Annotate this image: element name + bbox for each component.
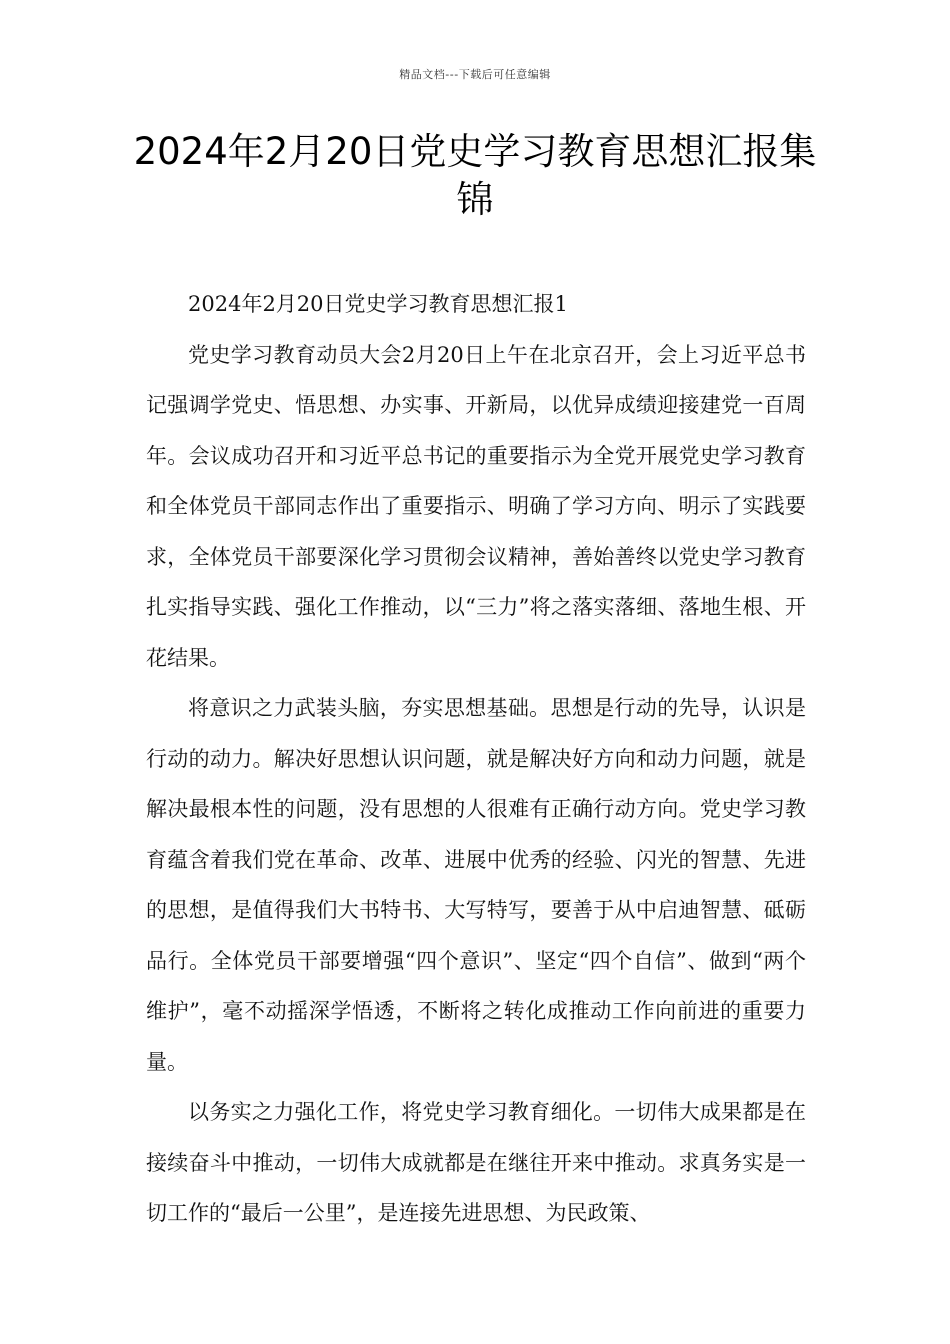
document-title: 2024年2月20日党史学习教育思想汇报集锦 (133, 130, 817, 221)
paragraph-2: 将意识之力武装头脑，夯实思想基础。思想是行动的先导，认识是行动的动力。解决好思想认识问题，就是解决好方向和动力问题，就是解决最根本性的问题，没有思想的人很难有正确行动方向。党史学习教育蕴含着我们党在革命、改革、进展中优秀的经验、闪光的智慧、先进的思想，是值得我们大书特书、大写特写，要善于从中启迪智慧、砥砺品行。全体党员干部要增强“四个意识”、坚定“四个自信”、做到“两个维护”，毫不动摇深学悟透，不断将之转化成推动工作向前进的重要力量。 (146, 696, 806, 1074)
document-body (146, 279, 806, 1239)
section-heading: 2024年2月20日党史学习教育思想汇报1 (188, 292, 568, 316)
header-note: 精品文档---下载后可任意编辑 (399, 68, 551, 81)
paragraph-1: 党史学习教育动员大会2月20日上午在北京召开，会上习近平总书记强调学党史、悟思想、办实事、开新局，以优异成绩迎接建党一百周年。会议成功召开和习近平总书记的重要指示为全党开展党史学习教育和全体党员干部同志作出了重要指示、明确了学习方向、明示了实践要求，全体党员干部要深化学习贯彻会议精神，善始善终以党史学习教育扎实指导实践、强化工作推动，以“三力”将之落实落细、落地生根、开花结果。 (146, 342, 806, 670)
paragraph-3: 以务实之力强化工作，将党史学习教育细化。一切伟大成果都是在接续奋斗中推动，一切伟大成就都是在继往开来中推动。求真务实是一切工作的“最后一公里”，是连接先进思想、为民政策、 (146, 1100, 806, 1225)
